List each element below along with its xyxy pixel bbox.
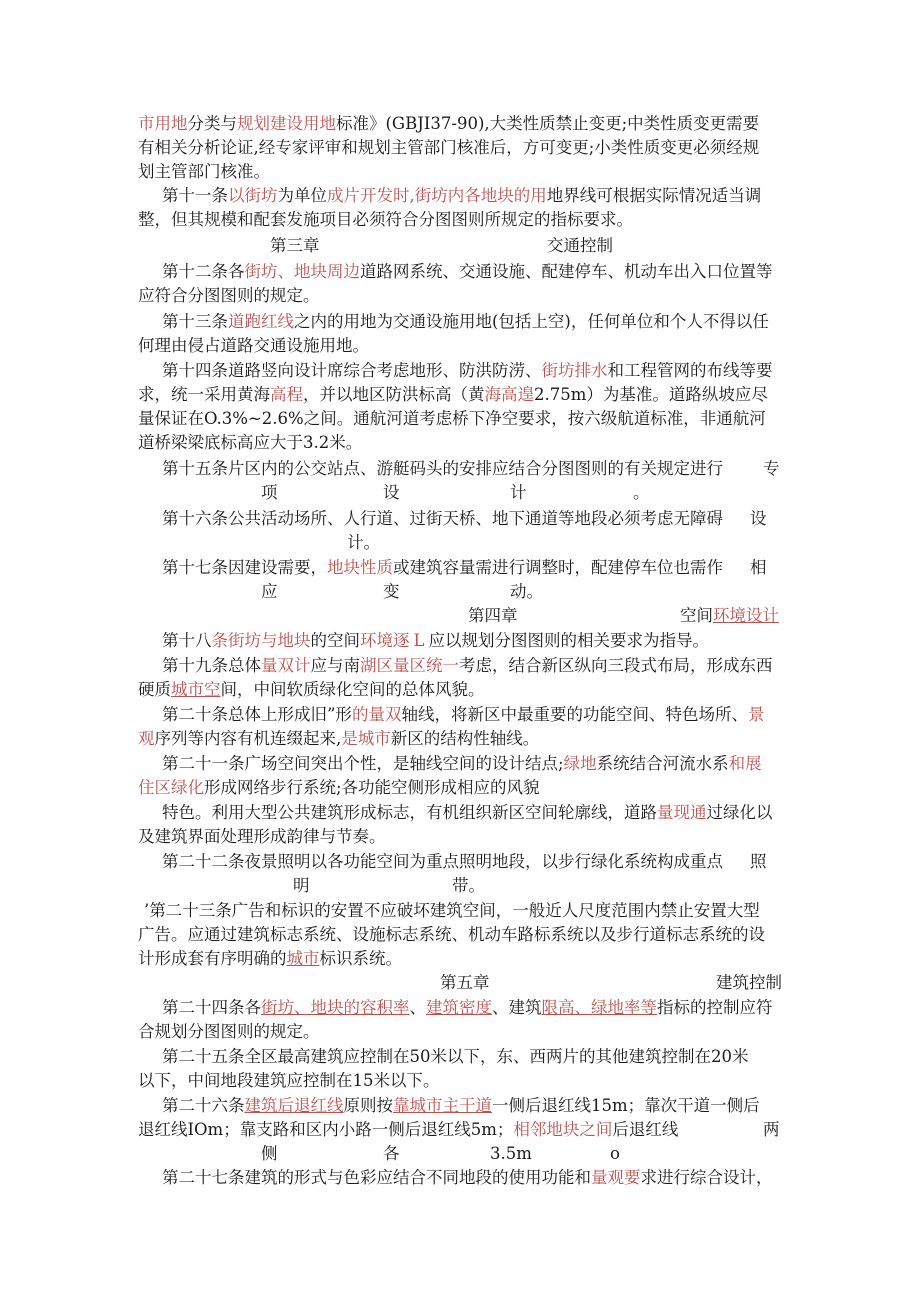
p18-line-1: 第十八条街坊与地块的空间环境逐 L 应以规划分图图则的相关要求为指导。: [162, 631, 709, 650]
p15-line-1-tail: 专: [763, 459, 780, 478]
chapter-3-title: 交通控制: [547, 236, 613, 255]
p24-line-1: 第二十四条各街坊、地块的容积率、建筑密度、建筑限高、绿地率等指标的控制应符: [162, 998, 773, 1017]
p21-line-3: 特色。利用大型公共建筑形成标志，有机组织新区空间轮廓线，道路量现通过绿化以: [162, 803, 773, 822]
chapter-4-number: 第四章: [468, 606, 518, 625]
p10-line-3: 划主管部门核准。: [138, 162, 270, 181]
p13-line-1: 第十三条道跑红线之内的用地为交通设施用地(包括上空)，任何单位和个人不得以任: [162, 312, 769, 331]
p14-line-1: 第十四条道路竖向设计席综合考虑地形、防洪防涝、街坊排水和工程管网的布线等要: [162, 361, 773, 380]
p23-line-1: ’第二十三条广告和标识的安置不应破坏建筑空间，一般近人尺度范围内禁止安置大型: [144, 901, 760, 920]
p11-line-2: 整，但其规模和配套发施项目必须符合分图图则所规定的指标要求。: [138, 210, 633, 229]
p16-line-2: 计。: [347, 533, 380, 552]
p14-line-2: 求，统一采用黄海高程，并以地区防洪标高（黄海高遑2.75m）为基准。道路纵坡应尽: [138, 385, 768, 404]
p22-line-1-tail: 照: [750, 852, 767, 871]
p17-line-1: 第十七条因建设需要，地块性质或建筑容量需进行调整时，配建停车位也需作: [162, 558, 723, 577]
p25-line-1: 第二十五条全区最高建筑应控制在50米以下，东、西两片的其他建筑控制在20米: [162, 1047, 749, 1066]
p11-line-1: 第十一条以街坊为单位成片开发时,街坊内各地块的用地界线可根据实际情况适当调: [162, 186, 762, 205]
p21-line-1: 第二十一条广场空间突出个性，是轴线空间的设计结点;绿地系统结合河流水系和展: [162, 754, 762, 773]
p12-line-2: 应符合分图图则的规定。: [138, 286, 320, 305]
p26-word-2: 各: [383, 1144, 400, 1163]
p14-line-4: 道桥梁梁底标高应大于3.2米。: [138, 433, 363, 452]
p27-line-1: 第二十七条建筑的形式与色彩应结合不同地段的使用功能和量观要求进行综合设计，: [162, 1168, 773, 1187]
p15-word-2: 设: [383, 483, 400, 502]
p10-line-2: 有相关分析论证,经专家评审和规划主管部门核准后，方可变更;小类性质变更必须经规: [138, 138, 760, 157]
p15-word-4: 。: [633, 483, 650, 502]
p22-word-1: 明: [293, 876, 310, 895]
p19-line-2: 硬质城市空间，中间软质绿化空间的总体风貌。: [138, 680, 485, 699]
p21-line-4: 及建筑界面处理形成韵律与节奏。: [138, 827, 386, 846]
p17-word-2: 变: [383, 582, 400, 601]
p15-word-1: 项: [261, 483, 278, 502]
p10-line-1: 市用地分类与规划建设用地标准》(GBJI37-90),大类性质禁止变更;中类性质变更需要: [138, 114, 760, 133]
p23-line-3: 计形成套有序明确的城市标识系统。: [138, 949, 402, 968]
p22-line-1: 第二十二条夜景照明以各功能空间为重点照明地段，以步行绿化系统构成重点: [162, 852, 723, 871]
p20-line-2: 观序列等内容有机连缀起来,是城市新区的结构性轴线。: [138, 729, 540, 748]
p26-line-2: 退红线IOm；靠支路和区内小路一侧后退红线5m；相邻地块之间后退红线: [138, 1120, 679, 1139]
chapter-3-number: 第三章: [270, 236, 320, 255]
p26-word-3: 3.5m: [490, 1144, 532, 1163]
p12-line-1: 第十二条各街坊、地块周边道路网系统、交通设施、配建停车、机动车出入口位置等: [162, 262, 773, 281]
chapter-5-title: 建筑控制: [716, 973, 782, 992]
p16-line-1-tail: 设: [750, 509, 767, 528]
p23-line-2: 广告。应通过建筑标志系统、设施标志系统、机动车路标系统以及步行道标志系统的设: [138, 925, 765, 944]
p25-line-2: 以下，中间地段建筑应控制在15米以下。: [138, 1071, 440, 1090]
p26-line-1: 第二十六条建筑后退红线原则按靠城市主干道一侧后退红线15m；靠次干道一侧后: [162, 1096, 760, 1115]
p15-line-1: 第十五条片区内的公交站点、游艇码头的安排应结合分图图则的有关规定进行: [162, 459, 723, 478]
p17-line-1-tail: 相: [750, 558, 767, 577]
p26-line-2-tail: 两: [763, 1120, 780, 1139]
p14-line-3: 量保证在O.3%~2.6%之间。通航河道考虑桥下净空要求，按六级航道标准，非通航河: [138, 409, 766, 428]
p17-word-1: 应: [261, 582, 278, 601]
p26-word-4: o: [610, 1144, 620, 1163]
p26-word-1: 侧: [261, 1144, 278, 1163]
p24-line-2: 合规划分图图则的规定。: [138, 1022, 320, 1041]
chapter-5-number: 第五章: [440, 973, 490, 992]
p16-line-1: 第十六条公共活动场所、人行道、过街天桥、地下通道等地段必须考虑无障碍: [162, 509, 723, 528]
p19-line-1: 第十九条总体量双计应与南湖区量区统一考虑，结合新区纵向三段式布局，形成东西: [162, 656, 773, 675]
p22-word-2: 带。: [452, 876, 485, 895]
p13-line-2: 何理由侵占道路交通设施用地。: [138, 336, 369, 355]
p20-line-1: 第二十条总体上形成旧”形的量双轴线，将新区中最重要的功能空间、特色场所、景: [162, 705, 765, 724]
chapter-4-title: 空间环境设计: [680, 606, 779, 625]
p15-word-3: 计: [510, 483, 527, 502]
p17-word-3: 动。: [510, 582, 543, 601]
p21-line-2: 住区绿化形成网络步行系统;各功能空侧形成相应的风貌: [138, 778, 540, 797]
